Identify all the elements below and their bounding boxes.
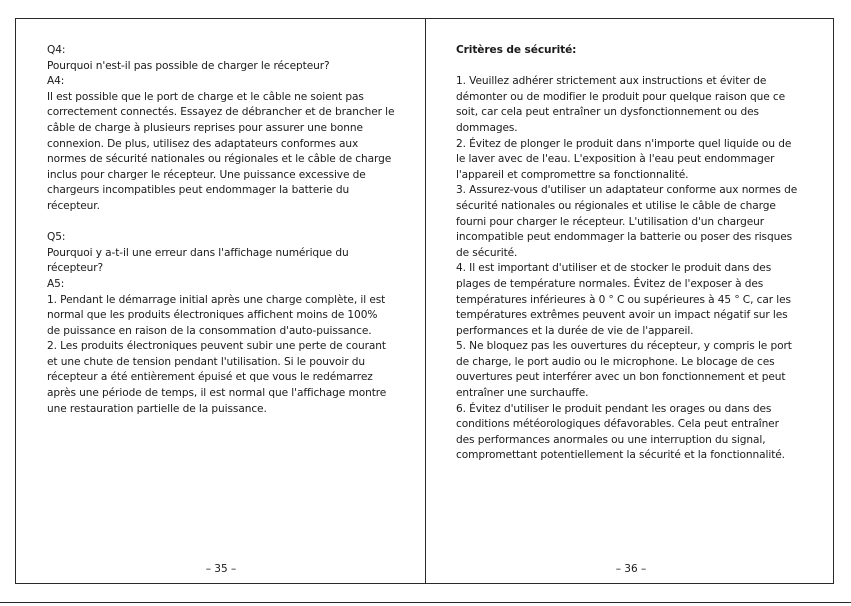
text-line: Pourquoi y a-t-il une erreur dans l'affichage numérique du — [47, 246, 349, 259]
text-line: Il est possible que le port de charge et le câble ne soient pas — [47, 90, 364, 103]
text-line: connexion. De plus, utilisez des adaptateurs conformes aux — [47, 137, 359, 150]
text-line: des performances anormales ou une interruption du signal, — [456, 433, 766, 446]
text-line: après une période de temps, il est normal que l'affichage montre — [47, 387, 387, 400]
text-line: températures inférieures à 0 ° C ou supérieures à 45 ° C, car les — [456, 293, 791, 306]
text-line: A4: — [47, 75, 65, 88]
text-line: de sécurité. — [456, 246, 518, 259]
text-line: performances et la durée de vie de l'appareil. — [456, 324, 694, 337]
text-line: 5. Ne bloquez pas les ouvertures du récepteur, y compris le port — [456, 340, 792, 353]
text-line: câble de charge à plusieurs reprises pour assurer une bonne — [47, 121, 363, 134]
text-line: récepteur? — [47, 262, 104, 275]
text-line: de charge, le port audio ou le microphone. Le blocage de ces — [456, 355, 775, 368]
text-line: dommages. — [456, 121, 518, 134]
text-line: fourni pour charger le récepteur. L'utilisation d'un chargeur — [456, 215, 764, 228]
text-line — [456, 59, 810, 75]
text-line: 3. Assurez-vous d'utiliser un adaptateur conforme aux normes de — [456, 184, 798, 197]
right-page-number: – 36 – — [615, 563, 647, 575]
text-line: températures extrêmes peuvent avoir un impact négatif sur les — [456, 309, 788, 322]
text-line: 1. Veuillez adhérer strictement aux instructions et éviter de — [456, 75, 767, 88]
text-line: et une chute de tension pendant l'utilisation. Si le pouvoir du — [47, 355, 366, 368]
left-page-text — [47, 43, 403, 417]
text-line: 2. Les produits électroniques peuvent subir une perte de courant — [47, 340, 386, 353]
text-line: soit, car cela peut entraîner un dysfonctionnement ou des — [456, 106, 759, 119]
text-line: normes de sécurité nationales ou régionales et le câble de charge — [47, 153, 392, 166]
safety-heading: Critères de sécurité: — [456, 44, 577, 56]
text-line: sécurité nationales ou régionales et utilise le câble de charge — [456, 199, 776, 212]
text-line: le laver avec de l'eau. L'exposition à l'eau peut endommager — [456, 153, 775, 166]
text-line: récepteur a été entièrement épuisé et que vous le redémarrez — [47, 371, 373, 384]
text-line: plages de température normales. Évitez de l'exposer à des — [456, 277, 764, 290]
text-line: correctement connectés. Essayez de débrancher et de brancher le — [47, 106, 395, 119]
left-page-number: – 35 – — [205, 563, 237, 575]
text-line: Q4: — [47, 44, 66, 56]
text-line: Pourquoi n'est-il pas possible de charger le récepteur? — [47, 59, 330, 72]
text-line: l'appareil et compromettre sa fonctionnalité. — [456, 168, 689, 181]
text-line: conditions météorologiques défavorables. Cela peut entraîner — [456, 418, 779, 431]
page-divider — [425, 19, 426, 583]
text-line: 2. Évitez de plonger le produit dans n'importe quel liquide ou de — [456, 137, 792, 150]
text-line: de puissance en raison de la consommation d'auto-puissance. — [47, 324, 372, 337]
text-line: Q5: — [47, 231, 66, 244]
text-line: compromettant potentiellement la sécurité et la fonctionnalité. — [456, 449, 785, 462]
text-line — [47, 215, 403, 231]
text-line: inclus pour charger le récepteur. Une puissance excessive de — [47, 168, 366, 181]
text-line: 1. Pendant le démarrage initial après une charge complète, il est — [47, 293, 386, 306]
text-line: récepteur. — [47, 199, 100, 212]
text-line: démonter ou de modifier le produit pour quelque raison que ce — [456, 90, 786, 103]
text-line: 4. Il est important d'utiliser et de stocker le produit dans des — [456, 262, 772, 275]
text-line: A5: — [47, 277, 65, 290]
text-line: incompatible peut endommager la batterie ou poser des risques — [456, 231, 793, 244]
text-line: chargeurs incompatibles peut endommager la batterie du — [47, 184, 350, 197]
text-line: 6. Évitez d'utiliser le produit pendant les orages ou dans des — [456, 402, 772, 415]
document-spread — [15, 18, 834, 584]
right-page-text — [456, 43, 810, 464]
text-line: une restauration partielle de la puissance. — [47, 402, 267, 415]
text-line: entraîner une surchauffe. — [456, 387, 589, 400]
bottom-rule — [0, 602, 851, 603]
text-line: normal que les produits électroniques affichent moins de 100% — [47, 309, 378, 322]
text-line: ouvertures peut interférer avec un bon fonctionnement et peut — [456, 371, 786, 384]
